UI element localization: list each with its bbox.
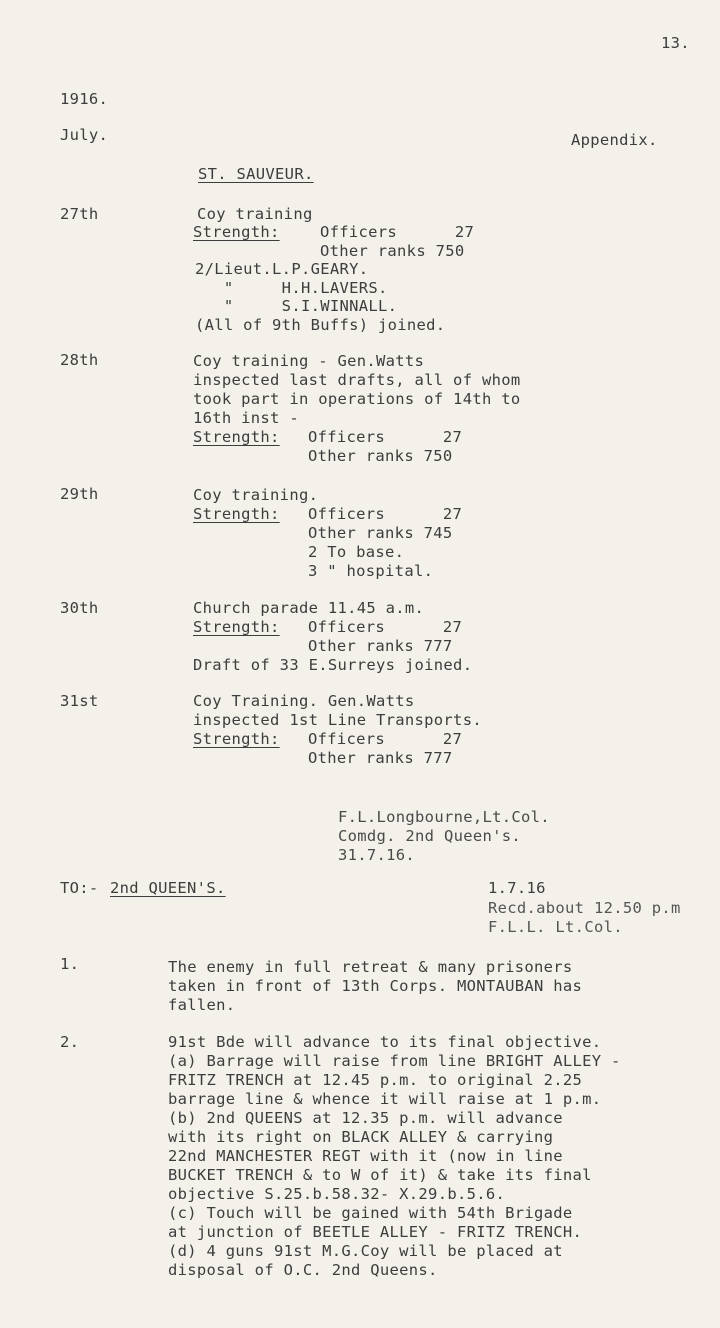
paragraph-line: (a) Barrage will raise from line BRIGHT ALLEY - — [168, 1052, 621, 1070]
year: 1916. — [60, 90, 109, 108]
signature-line: F.L.Longbourne,Lt.Col. — [338, 808, 550, 826]
entry-line: Coy training — [197, 205, 313, 223]
other-ranks-strength: Other ranks 777 — [308, 749, 453, 767]
message-date: 1.7.16 — [488, 879, 546, 897]
entry-line: took part in operations of 14th to — [193, 390, 521, 408]
appendix-label: Appendix. — [571, 131, 658, 149]
paragraph-line: at junction of BEETLE ALLEY - FRITZ TRENCH. — [168, 1223, 583, 1241]
paragraph-line: FRITZ TRENCH at 12.45 p.m. to original 2.25 — [168, 1071, 583, 1089]
paragraph-line: (b) 2nd QUEENS at 12.35 p.m. will advance — [168, 1109, 563, 1127]
entry-extra-line: (All of 9th Buffs) joined. — [195, 316, 446, 334]
paragraph-line: with its right on BLACK ALLEY & carrying — [168, 1128, 554, 1146]
officers-strength: Officers 27 — [308, 618, 463, 636]
paragraph-line: The enemy in full retreat & many prisoners — [168, 958, 573, 976]
location-heading: ST. SAUVEUR. — [198, 165, 314, 183]
entry-line: inspected 1st Line Transports. — [193, 711, 482, 729]
strength-label: Strength: — [193, 730, 280, 748]
entry-extra-line: 2/Lieut.L.P.GEARY. — [195, 260, 369, 278]
officers-strength: Officers 27 — [308, 428, 463, 446]
entry-extra-line: 3 " hospital. — [308, 562, 434, 580]
paragraph-line: taken in front of 13th Corps. MONTAUBAN has — [168, 977, 583, 995]
paragraph-line: (d) 4 guns 91st M.G.Coy will be placed at — [168, 1242, 563, 1260]
entry-extra-line: Draft of 33 E.Surreys joined. — [193, 656, 473, 674]
other-ranks-strength: Other ranks 745 — [308, 524, 453, 542]
entry-line: Coy training. — [193, 486, 319, 504]
paragraph-line: 91st Bde will advance to its final objective. — [168, 1033, 602, 1051]
strength-label: Strength: — [193, 505, 280, 523]
month: July. — [60, 126, 109, 144]
page-number: 13. — [661, 34, 690, 52]
entry-line: Coy Training. Gen.Watts — [193, 692, 415, 710]
entry-date: 28th — [60, 351, 99, 369]
other-ranks-strength: Other ranks 750 — [308, 447, 453, 465]
paragraph-number: 2. — [60, 1033, 80, 1051]
paragraph-line: barrage line & whence it will raise at 1 p.m. — [168, 1090, 602, 1108]
received-initials: F.L.L. Lt.Col. — [488, 918, 623, 936]
paragraph-line: fallen. — [168, 996, 236, 1014]
entry-date: 30th — [60, 599, 99, 617]
to-label: TO:- — [60, 879, 99, 897]
strength-label: Strength: — [193, 428, 280, 446]
entry-date: 31st — [60, 692, 99, 710]
entry-line: Coy training - Gen.Watts — [193, 352, 425, 370]
entry-date: 27th — [60, 205, 99, 223]
entry-line: 16th inst - — [193, 409, 299, 427]
officers-strength: Officers 27 — [308, 730, 463, 748]
entry-extra-line: " H.H.LAVERS. — [195, 279, 388, 297]
paragraph-line: 22nd MANCHESTER REGT with it (now in line — [168, 1147, 563, 1165]
paragraph-line: (c) Touch will be gained with 54th Brigade — [168, 1204, 573, 1222]
entry-date: 29th — [60, 485, 99, 503]
to-unit: 2nd QUEEN'S. — [110, 879, 226, 897]
signature-date: 31.7.16. — [338, 846, 416, 864]
entry-line: inspected last drafts, all of whom — [193, 371, 521, 389]
strength-label: Strength: — [193, 223, 280, 241]
strength-label: Strength: — [193, 618, 280, 636]
entry-extra-line: 2 To base. — [308, 543, 405, 561]
entry-line: Church parade 11.45 a.m. — [193, 599, 425, 617]
paragraph-line: disposal of O.C. 2nd Queens. — [168, 1261, 438, 1279]
officers-strength: Officers 27 — [308, 505, 463, 523]
received-note: Recd.about 12.50 p.m — [488, 899, 681, 917]
entry-extra-line: " S.I.WINNALL. — [195, 297, 398, 315]
officers-strength: Officers 27 — [320, 223, 475, 241]
other-ranks-strength: Other ranks 777 — [308, 637, 453, 655]
signature-line: Comdg. 2nd Queen's. — [338, 827, 522, 845]
paragraph-number: 1. — [60, 955, 80, 973]
other-ranks-strength: Other ranks 750 — [320, 242, 465, 260]
paragraph-line: objective S.25.b.58.32- X.29.b.5.6. — [168, 1185, 506, 1203]
paragraph-line: BUCKET TRENCH & to W of it) & take its final — [168, 1166, 592, 1184]
